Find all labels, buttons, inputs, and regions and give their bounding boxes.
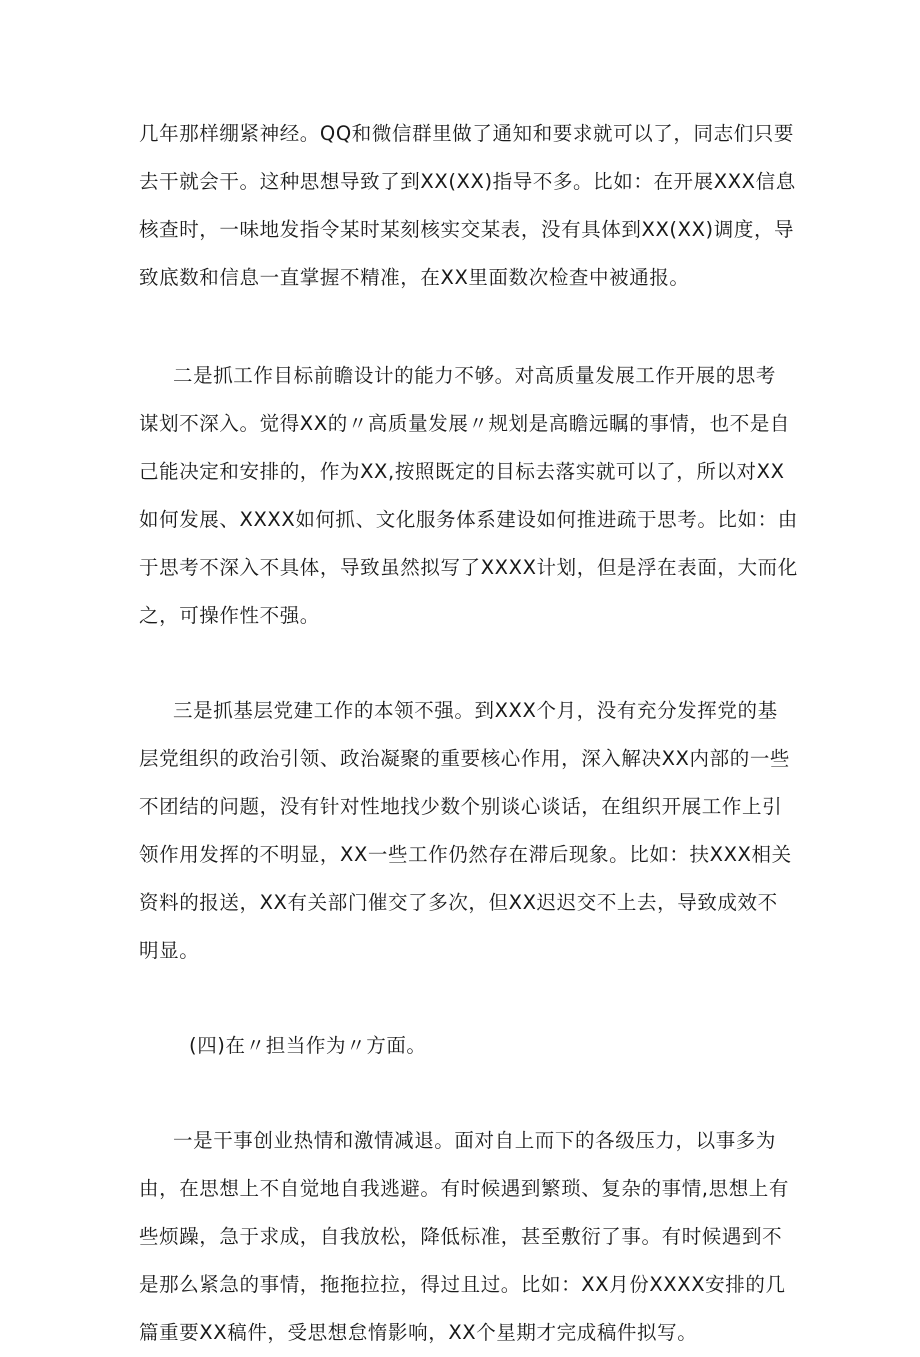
paragraph-spacer (139, 1070, 787, 1117)
text-line: 不团结的问题，没有针对性地找少数个别谈心谈话，在组织开展工作上引 (139, 795, 783, 818)
paragraph-spacer (139, 975, 787, 1022)
paragraph-spacer (139, 640, 787, 687)
paragraph-spacer (139, 302, 787, 352)
text-line: 由，在思想上不自觉地自我逃避。有时候遇到繁琐、复杂的事情,思想上有 (139, 1177, 789, 1200)
paragraph-party-building (139, 687, 792, 975)
text-line: 层党组织的政治引领、政治凝聚的重要核心作用，深入解决XX内部的一些 (139, 747, 791, 770)
text-line: 二是抓工作目标前瞻设计的能力不够。对高质量发展工作开展的思考 (173, 364, 777, 387)
text-line: 核查时，一味地发指令某时某刻核实交某表，没有具体到XX(XX)调度，导 (139, 218, 795, 241)
text-line: 谋划不深入。觉得XX的〃高质量发展〃规划是高瞻远瞩的事情，也不是自 (139, 412, 791, 435)
paragraph-planning-ability (139, 352, 798, 640)
text-line: 明显。 (139, 939, 200, 962)
text-line: 去干就会干。这种思想导致了到XX(XX)指导不多。比如：在开展XXX信息 (139, 170, 796, 193)
text-line: 几年那样绷紧神经。QQ和微信群里做了通知和要求就可以了，同志们只要 (139, 122, 794, 145)
text-line: 如何发展、XXXX如何抓、文化服务体系建设如何推进疏于思考。比如：由 (139, 508, 798, 531)
text-line: 之，可操作性不强。 (139, 604, 320, 627)
document-body (139, 110, 798, 1357)
text-line: 篇重要XX稿件，受思想怠惰影响，XX个星期才完成稿件拟写。 (139, 1321, 698, 1344)
text-line: 一是干事创业热情和激情减退。面对自上而下的各级压力，以事多为 (173, 1129, 777, 1152)
paragraph-supervision (139, 110, 796, 302)
text-line: 资料的报送，XX有关部门催交了多次，但XX迟迟交不上去，导致成效不 (139, 891, 778, 914)
paragraph-enthusiasm (139, 1117, 787, 1357)
text-line: 致底数和信息一直掌握不精准，在XX里面数次检查中被通报。 (139, 266, 690, 289)
text-line: 领作用发挥的不明显，XX一些工作仍然存在滞后现象。比如：扶XXX相关 (139, 843, 792, 866)
text-line: 些烦躁，急于求成，自我放松，降低标准，甚至敷衍了事。有时候遇到不 (139, 1225, 783, 1248)
text-line: 三是抓基层党建工作的本领不强。到XXX个月，没有充分发挥党的基 (173, 699, 778, 722)
text-line: 于思考不深入不具体，导致虽然拟写了XXXX计划，但是浮在表面，大而化 (139, 556, 798, 579)
section-heading: (四)在〃担当作为〃方面。 (189, 1034, 427, 1057)
text-line: 己能决定和安排的，作为XX,按照既定的目标去落实就可以了，所以对XX (139, 460, 785, 483)
text-line: 是那么紧急的事情，拖拖拉拉，得过且过。比如：XX月份XXXX安排的几 (139, 1273, 786, 1296)
